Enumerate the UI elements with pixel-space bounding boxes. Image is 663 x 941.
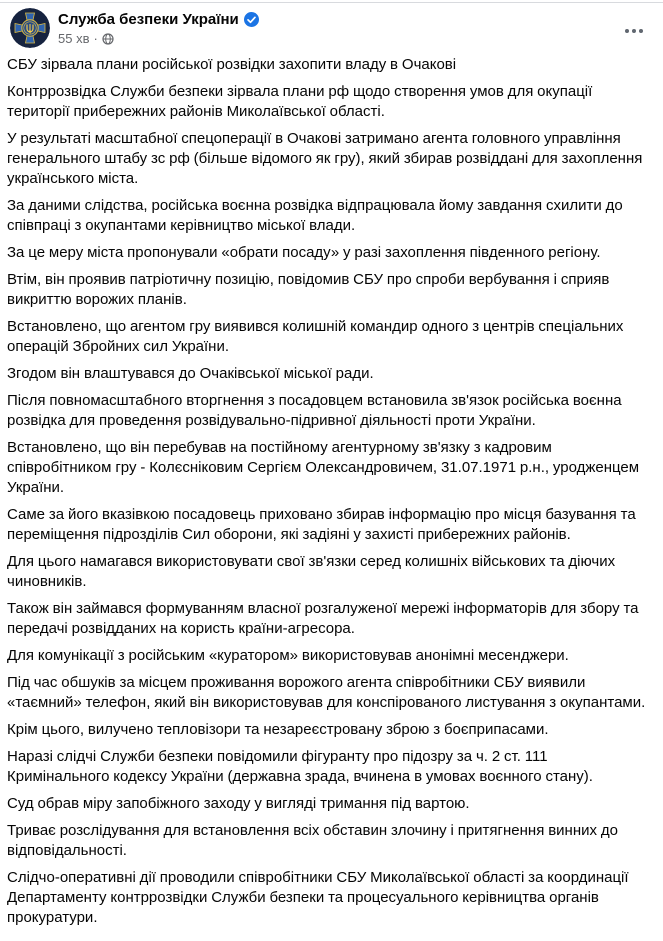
three-dots-icon bbox=[625, 29, 629, 33]
post-paragraph: Втім, він проявив патріотичну позицію, повідомив СБУ про спроби вербування і сприяв викриттю ворожих планів. bbox=[7, 271, 610, 308]
post-paragraph: СБУ зірвала плани російської розвідки захопити владу в Очакові bbox=[7, 56, 457, 73]
post-paragraph: Згодом він влаштувався до Очаківської міської ради. bbox=[7, 365, 374, 382]
verified-badge-icon bbox=[244, 12, 259, 27]
meta-separator: · bbox=[93, 31, 98, 46]
post-paragraph: За це меру міста пропонували «обрати посаду» у разі захоплення південного регіону. bbox=[7, 244, 601, 261]
post-paragraph: Для комунікації з російським «куратором» використовував анонімні месенджери. bbox=[7, 647, 569, 664]
post-paragraph: Встановлено, що він перебував на постійному агентурному зв'язку з кадровим співробітником гру - Колєсніковим Сергієм Олександровичем, 31.07.1971 р.н., уродженцем України. bbox=[7, 439, 640, 496]
facebook-post-card bbox=[0, 3, 663, 928]
post-paragraph: Після повномасштабного вторгнення з посадовцем встановила зв'язок російська воєнна розвідка для проведення розвідувально-підривної діяльності проти України. bbox=[7, 392, 622, 429]
post-header bbox=[0, 3, 663, 48]
post-paragraph: Саме за його вказівкою посадовець приховано збирав інформацію про місця базування та переміщення підрозділів Сил оборони, які задіяні у захисті прибережних районів. bbox=[7, 506, 636, 543]
post-body bbox=[0, 48, 663, 928]
sbu-emblem-icon bbox=[10, 8, 50, 48]
post-paragraph: Для цього намагався використовувати свої зв'язки серед колишніх військових та діючих чиновників. bbox=[7, 553, 616, 590]
post-paragraph: Слідчо-оперативні дії проводили співробітники СБУ Миколаївської області за координації Департаменту контррозвідки Служби безпеки та процесуального керівництва органів прокуратури. bbox=[7, 869, 629, 926]
post-paragraph: Суд обрав міру запобіжного заходу у вигляді тримання під вартою. bbox=[7, 795, 470, 812]
public-globe-icon bbox=[102, 33, 114, 45]
post-paragraph: Крім цього, вилучено тепловізори та незареєстровану зброю з боєприпасами. bbox=[7, 721, 549, 738]
post-paragraph: Встановлено, що агентом гру виявився колишній командир одного з центрів спеціальних операцій Збройних сил України. bbox=[7, 318, 624, 355]
post-timestamp-link[interactable]: 55 хв bbox=[58, 31, 90, 46]
post-paragraph: За даними слідства, російська воєнна розвідка відпрацювала йому завдання схилити до співпраці з окупантами керівництво міської влади. bbox=[7, 197, 623, 234]
post-paragraph: Наразі слідчі Служби безпеки повідомили фігуранту про підозру за ч. 2 ст. 111 Кримінального кодексу України (державна зрада, вчинена в умовах воєнного стану). bbox=[7, 748, 593, 785]
post-paragraph: Під час обшуків за місцем проживання ворожого агента співробітники СБУ виявили «таємний» телефон, який він використовував для конспірованого листування з окупантами. bbox=[7, 674, 646, 711]
post-paragraph: Також він займався формуванням власної розгалуженої мережі інформаторів для збору та передачі розвідданих на користь країни-агресора. bbox=[7, 600, 639, 637]
post-header-text bbox=[58, 8, 259, 47]
post-paragraph: Контррозвідка Служби безпеки зірвала плани рф щодо створення умов для окупації території прибережних районів Миколаївської області. bbox=[7, 83, 593, 120]
post-paragraph: Триває розслідування для встановлення всіх обставин злочину і притягнення винних до відповідальності. bbox=[7, 822, 618, 859]
more-options-button[interactable] bbox=[621, 23, 647, 39]
three-dots-icon bbox=[632, 29, 636, 33]
post-paragraph: У результаті масштабної спецоперації в Очакові затримано агента головного управління генерального штабу зс рф (більше відомого як гру), який збирав розвіддані для захоплення українського міста. bbox=[7, 130, 643, 187]
page-name-link[interactable]: Служба безпеки України bbox=[58, 11, 239, 28]
page-avatar[interactable] bbox=[10, 8, 50, 48]
three-dots-icon bbox=[639, 29, 643, 33]
